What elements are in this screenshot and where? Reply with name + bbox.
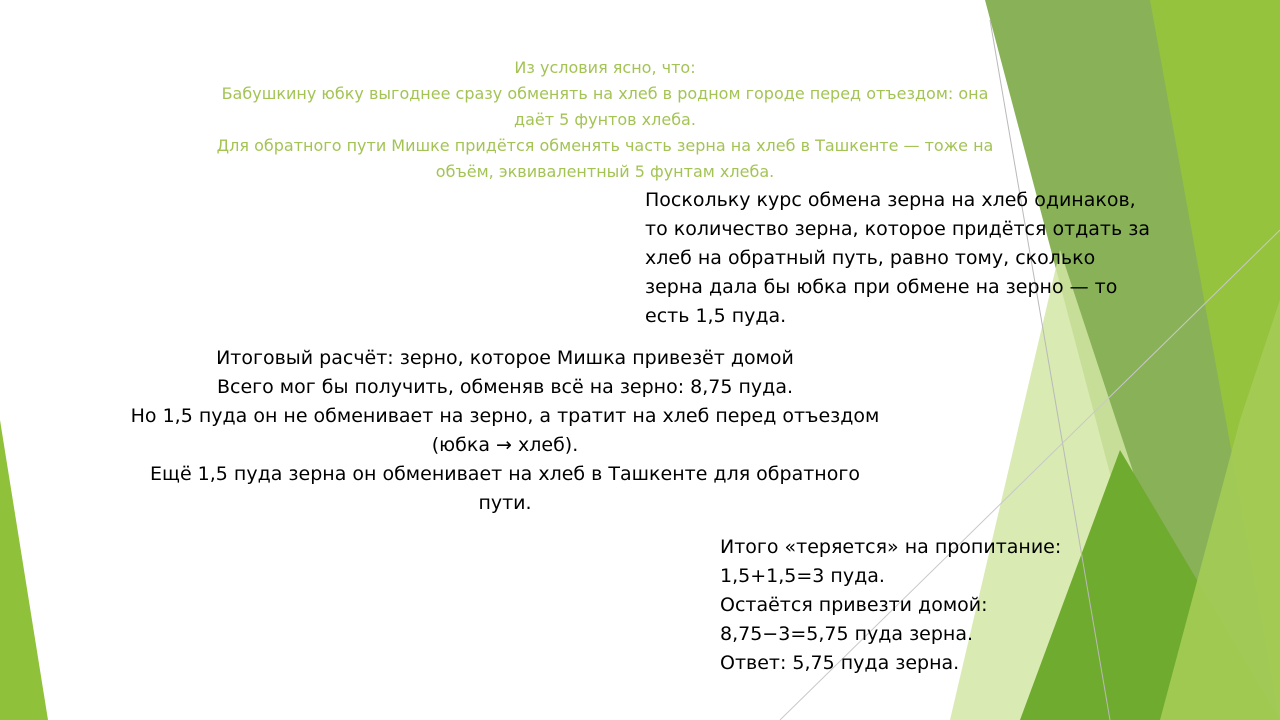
exchange-note-line: то количество зерна, которое придётся отдать за	[645, 218, 1150, 240]
intro-line: Для обратного пути Мишке придётся обменять часть зерна на хлеб в Ташкенте — тоже на	[216, 136, 994, 155]
calculation-line: Всего мог бы получить, обменяв всё на зерно: 8,75 пуда.	[216, 376, 793, 398]
calculation-line: (юбка → хлеб).	[431, 434, 579, 456]
intro-line: Из условия ясно, что:	[514, 58, 696, 77]
intro-text	[120, 55, 1090, 185]
left-corner-shape	[0, 420, 48, 720]
intro-line: даёт 5 фунтов хлеба.	[514, 110, 696, 129]
calculation-line: Ещё 1,5 пуда зерна он обменивает на хлеб в Ташкенте для обратного	[150, 463, 860, 485]
intro-line: объём, эквивалентный 5 фунтам хлеба.	[435, 162, 775, 181]
result-line: 8,75−3=5,75 пуда зерна.	[720, 623, 974, 645]
exchange-note-line: зерна дала бы юбка при обмене на зерно — то	[645, 276, 1118, 298]
result-text	[720, 533, 1140, 678]
exchange-note-line: есть 1,5 пуда.	[645, 305, 787, 327]
exchange-note-line: хлеб на обратный путь, равно тому, сколько	[645, 247, 1096, 269]
exchange-note-line: Поскольку курс обмена зерна на хлеб одинаков,	[645, 189, 1136, 211]
answer-line: Ответ: 5,75 пуда зерна.	[720, 652, 960, 674]
calculation-line: Итоговый расчёт: зерно, которое Мишка привезёт домой	[216, 347, 794, 369]
calculation-line: Но 1,5 пуда он не обменивает на зерно, а тратит на хлеб перед отъездом	[130, 405, 880, 427]
result-line: Остаётся привезти домой:	[720, 594, 988, 616]
intro-line: Бабушкину юбку выгоднее сразу обменять на хлеб в родном городе перед отъездом: она	[221, 84, 989, 103]
result-line: Итого «теряется» на пропитание:	[720, 536, 1062, 558]
exchange-note-text	[645, 186, 1225, 331]
calculation-line: пути.	[478, 492, 532, 514]
result-line: 1,5+1,5=3 пуда.	[720, 565, 885, 587]
calculation-text	[80, 344, 930, 518]
